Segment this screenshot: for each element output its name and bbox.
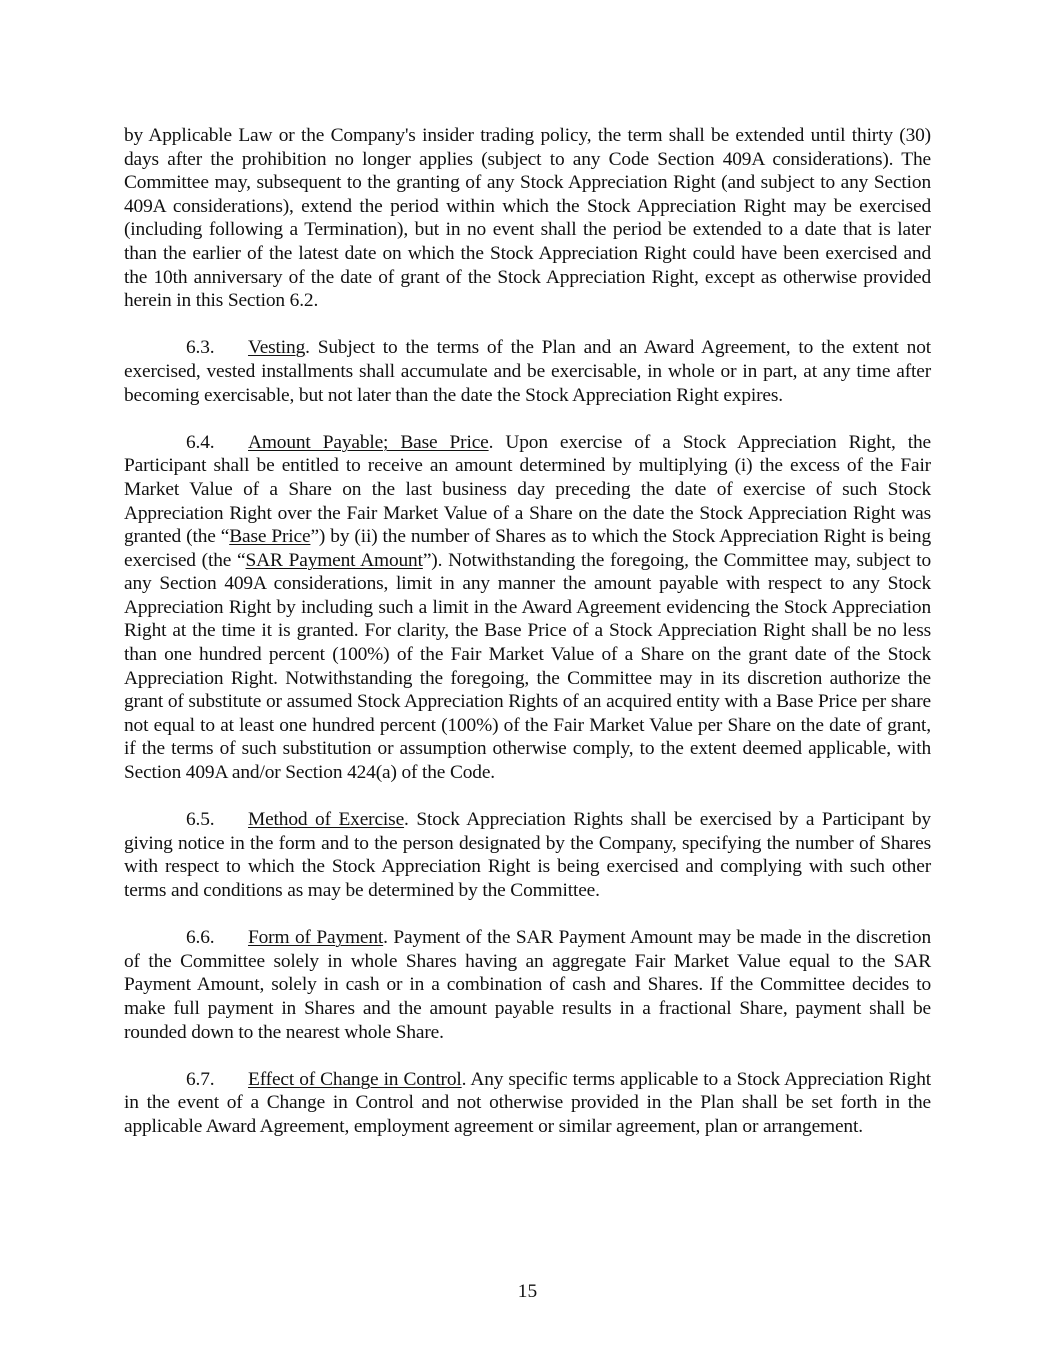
- section-body: . Stock Appreciation Rights shall be exercised by a Participant by giving notice in the form and to the person designated by the Company, specifying the number of Shares with respect to which the Stock Appreciation Right is being exercised and complying with such other terms and conditions as may be determined by the Committee.: [124, 809, 931, 901]
- section-6-7: [124, 1068, 931, 1139]
- section-6-4: [124, 431, 931, 785]
- page-number: 15: [517, 1281, 538, 1302]
- defined-term-base-price: Base Price: [229, 526, 311, 548]
- section-6-6: [124, 926, 931, 1044]
- section-body: . Subject to the terms of the Plan and an Award Agreement, to the extent not exercised, vested installments shall accumulate and be exercisable, in whole or in part, at any time after becoming exercisable, but not later than the date the Stock Appreciation Right expires.: [124, 337, 931, 406]
- section-heading: Effect of Change in Control: [248, 1068, 462, 1090]
- section-body: . Upon exercise of a Stock Appreciation Right, the Participant shall be entitled to receive an amount determined by multiplying (i) the excess of the Fair Market Value of a Share on the last business day preceding the date of exercise of such Stock Appreciation Right over the Fair Market Value of a Share on the date the Stock Appreciation Right was granted (the “: [124, 431, 931, 548]
- section-body: . Payment of the SAR Payment Amount may be made in the discretion of the Committee solely in whole Shares having an aggregate Fair Market Value equal to the SAR Payment Amount, solely in cash or in a combination of cash and Shares. If the Committee decides to make full payment in Shares and the amount payable results in a fractional Share, payment shall be rounded down to the nearest whole Share.: [124, 927, 932, 1043]
- section-number: 6.7.: [186, 1068, 215, 1090]
- section-body: ”) by (ii) the number of Shares as to which the Stock Appreciation Right is being exercised (the “: [124, 526, 931, 571]
- section-heading: Form of Payment: [248, 927, 384, 949]
- section-body: . Any specific terms applicable to a Stock Appreciation Right in the event of a Change in Control and not otherwise provided in the Plan shall be set forth in the applicable Award Agreement, employment agreement or similar agreement, plan or arrangement.: [124, 1068, 931, 1137]
- continuation-paragraph: by Applicable Law or the Company's insider trading policy, the term shall be extended until thirty (30) days after the prohibition no longer applies (subject to any Code Section 409A considerations). The Committee may, subsequent to the granting of any Stock Appreciation Right (and subject to any Section 409A considerations), extend the period within which the Stock Appreciation Right may be exercised (including following a Termination), but in no event shall the period be extended to a date that is later than the earlier of the latest date on which the Stock Appreciation Right could have been exercised and the 10th anniversary of the date of grant of the Stock Appreciation Right, except as otherwise provided herein in this Section 6.2.: [124, 125, 931, 312]
- section-6-5: [124, 808, 931, 902]
- section-body: ”). Notwithstanding the foregoing, the Committee may, subject to any Section 409A considerations, limit in any manner the amount payable with respect to any Stock Appreciation Right by including such a limit in the Award Agreement evidencing the Stock Appreciation Right at the time it is granted. For clarity, the Base Price of a Stock Appreciation Right shall be no less than one hundred percent (100%) of the Fair Market Value of a Share on the grant date of the Stock Appreciation Right. Notwithstanding the foregoing, the Committee may in its discretion authorize the grant of substitute or assumed Stock Appreciation Rights of an acquired entity with a Base Price per share not equal to at least one hundred percent (100%) of the Fair Market Value per Share on the date of grant, if the terms of such substitution or assumption otherwise comply, to the extent deemed applicable, with Section 409A and/or Section 424(a) of the Code.: [124, 549, 931, 784]
- section-number: 6.5.: [186, 809, 215, 831]
- section-heading: Method of Exercise: [248, 809, 405, 831]
- section-number: 6.6.: [186, 927, 215, 949]
- section-6-3: [124, 336, 931, 407]
- document-page: [124, 124, 931, 1162]
- section-number: 6.4.: [186, 431, 215, 453]
- section-heading: Vesting: [248, 337, 306, 359]
- section-number: 6.3.: [186, 337, 215, 359]
- section-heading: Amount Payable; Base Price: [248, 431, 489, 453]
- defined-term-sar-payment-amount: SAR Payment Amount: [245, 549, 423, 571]
